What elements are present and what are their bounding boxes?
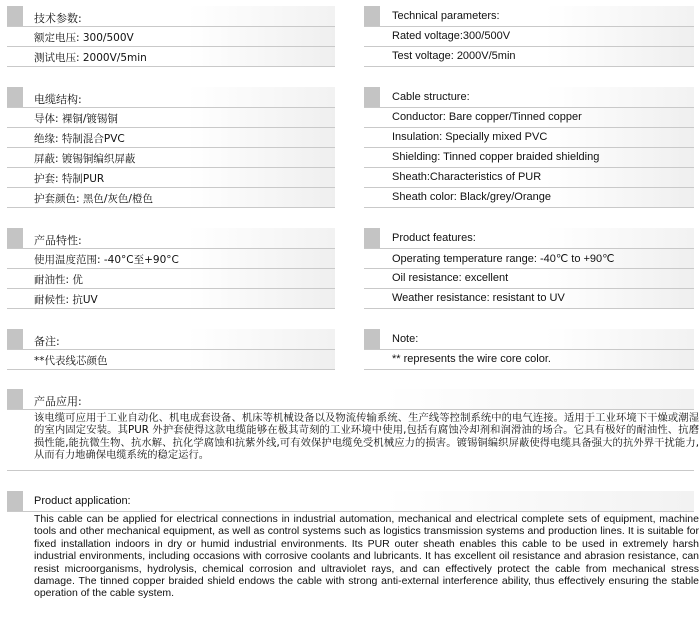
section-title: Note: xyxy=(392,333,419,345)
section-marker-icon xyxy=(364,228,380,248)
section-marker-icon xyxy=(364,87,380,107)
spec-row xyxy=(364,168,694,188)
spec-text: 耐油性: 优 xyxy=(34,274,83,286)
section-marker-icon xyxy=(7,6,23,26)
spec-text: 额定电压: 300/500V xyxy=(34,32,134,44)
spec-row xyxy=(7,47,335,67)
note-row xyxy=(7,350,335,370)
spec-row xyxy=(364,128,694,148)
spec-row xyxy=(7,269,335,289)
section-marker-icon xyxy=(7,389,23,409)
section-title: 产品应用: xyxy=(34,395,82,408)
spec-row xyxy=(364,269,694,289)
spec-row xyxy=(7,188,335,208)
spec-row xyxy=(364,148,694,168)
section-header xyxy=(364,329,694,350)
spec-text: 屏蔽: 镀锡铜编织屏蔽 xyxy=(34,153,136,165)
spec-row xyxy=(7,148,335,168)
spec-text: 耐候性: 抗UV xyxy=(34,294,98,306)
spec-text: 导体: 裸铜/镀锡铜 xyxy=(34,113,118,125)
spec-text: Insulation: Specially mixed PVC xyxy=(392,131,548,143)
section-title: 技术参数: xyxy=(34,12,82,25)
spec-row xyxy=(364,188,694,208)
spec-row xyxy=(7,289,335,309)
spec-text: Test voltage: 2000V/5min xyxy=(392,50,516,62)
spec-row xyxy=(7,128,335,148)
section-header xyxy=(7,87,335,108)
section-title: 备注: xyxy=(34,335,60,348)
note-text: ** represents the wire core color. xyxy=(392,353,551,365)
spec-text: Weather resistance: resistant to UV xyxy=(392,292,565,304)
section-marker-icon xyxy=(7,329,23,349)
note-row xyxy=(364,350,694,370)
spec-row xyxy=(364,249,694,269)
section-header xyxy=(7,389,694,410)
spec-row xyxy=(7,168,335,188)
section-title: Cable structure: xyxy=(392,91,470,103)
spec-row xyxy=(364,27,694,47)
spec-text: Rated voltage:300/500V xyxy=(392,30,511,42)
spec-text: 使用温度范围: -40°C至+90°C xyxy=(34,254,179,266)
spec-text: 护套颜色: 黑色/灰色/橙色 xyxy=(34,193,153,205)
spec-row xyxy=(7,27,335,47)
section-title: 电缆结构: xyxy=(34,93,82,106)
spec-text: 绝缘: 特制混合PVC xyxy=(34,133,125,145)
section-title: Product features: xyxy=(392,232,476,244)
spec-text: Conductor: Bare copper/Tinned copper xyxy=(392,111,582,123)
section-header xyxy=(364,6,694,27)
spec-row xyxy=(364,289,694,309)
spec-row xyxy=(7,108,335,128)
spec-text: Shielding: Tinned copper braided shielding xyxy=(392,151,600,163)
section-marker-icon xyxy=(7,228,23,248)
spec-text: Sheath:Characteristics of PUR xyxy=(392,171,542,183)
application-paragraph: 该电缆可应用于工业自动化、机电成套设备、机床等机械设备以及物流传输系统、生产线等控制系统中的电气连接。适用于工业环境下干燥或潮湿的室内固定安装。其PUR 外护套使得这款电缆能够在极其苛刻的工业环境中使用,包括有腐蚀冷却剂和润滑油的场合。它具有极好的耐油性、抗磨损性能,能抗微生物、抗水解、抗化学腐蚀和抗紫外线,可有效保护电缆免受机械应力的损害。镀锡铜编织屏蔽使得电缆具备强大的抗外界干扰能力,从而有力地确保电缆系统的稳定运行。 xyxy=(34,412,699,462)
spec-row xyxy=(7,249,335,269)
section-header xyxy=(364,228,694,249)
section-marker-icon xyxy=(364,329,380,349)
spec-text: 测试电压: 2000V/5min xyxy=(34,52,147,64)
application-paragraph: This cable can be applied for electrical connections in industrial automation, mechanical and electrical complete sets of equipment, machine tools and other mechanical equipment, as well as control systems such as logistics transmission systems and production lines. It is suitable for fixed installation indoors in dry or humid industrial environments. Its PUR outer sheath enables this cable to be used in extremely harsh industrial environments, including occasions with corrosive coolants and lubricants. It has excellent oil resistance and abrasion resistance, can resist microorganisms, hydrolysis, chemical corrosion and ultraviolet rays, and can effectively protect the cable from mechanical stress damage. The tinned copper braided shield endows the cable with strong anti-external interference ability, thus effectively ensuring the stable operation of the cable system. xyxy=(34,513,699,600)
note-text: **代表线芯颜色 xyxy=(34,355,108,367)
section-header xyxy=(7,228,335,249)
section-title: 产品特性: xyxy=(34,234,82,247)
spec-text: Operating temperature range: -40℃ to +90℃ xyxy=(392,253,615,265)
section-header xyxy=(7,329,335,350)
section-header xyxy=(364,87,694,108)
section-header xyxy=(7,491,694,512)
spec-text: Sheath color: Black/grey/Orange xyxy=(392,191,551,203)
spec-row xyxy=(364,108,694,128)
section-header xyxy=(7,6,335,27)
spec-text: Oil resistance: excellent xyxy=(392,272,509,284)
section-marker-icon xyxy=(7,491,23,511)
divider xyxy=(7,470,694,471)
section-marker-icon xyxy=(364,6,380,26)
spec-row xyxy=(364,47,694,67)
section-marker-icon xyxy=(7,87,23,107)
section-title: Technical parameters: xyxy=(392,10,500,22)
spec-text: 护套: 特制PUR xyxy=(34,173,105,185)
section-title: Product application: xyxy=(34,495,131,507)
